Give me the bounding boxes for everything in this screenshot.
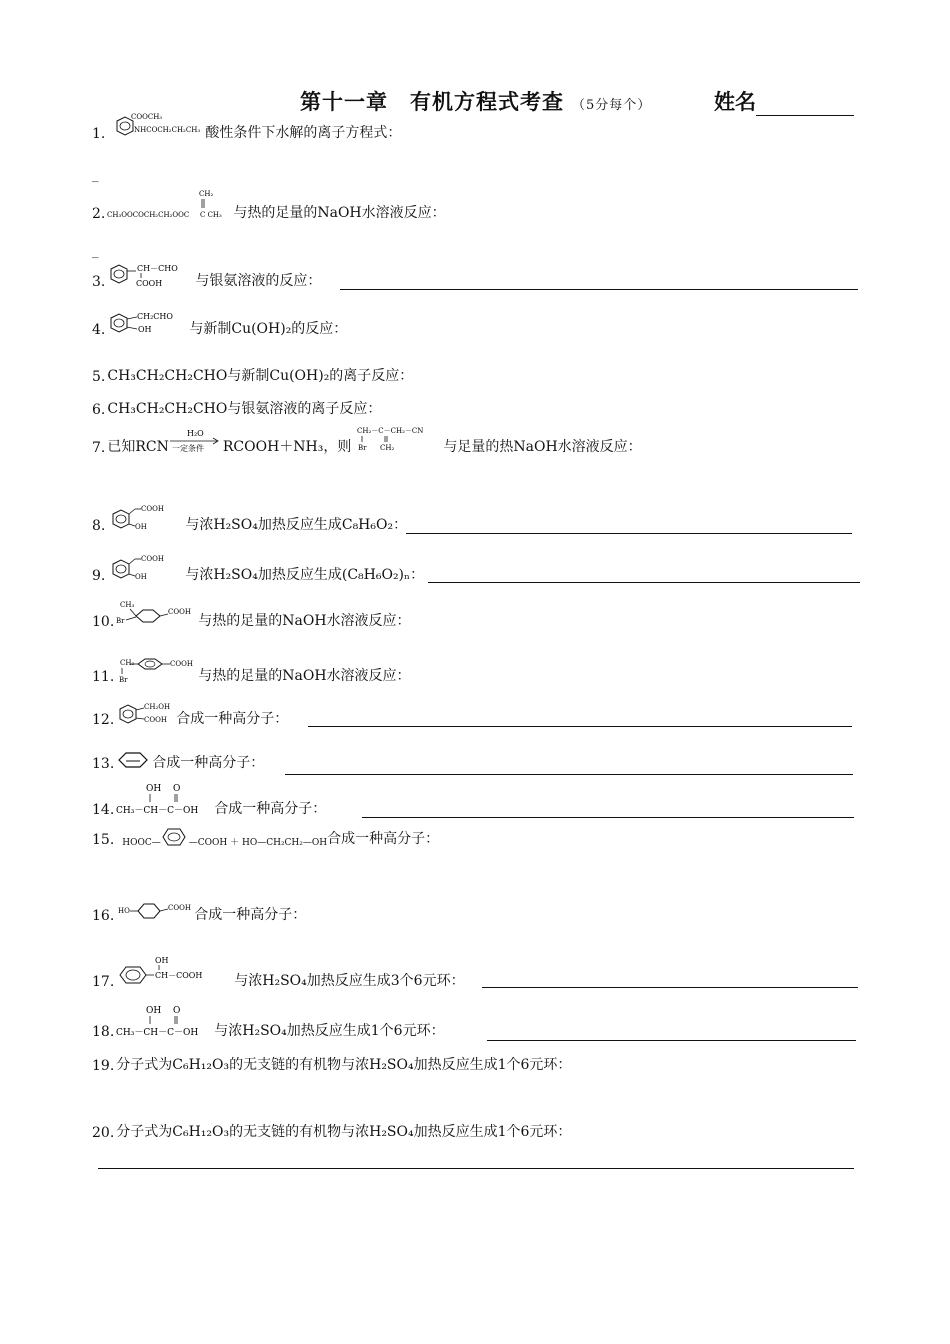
question-2 <box>92 186 446 222</box>
q9-structure <box>107 554 177 584</box>
question-text: 与热的足量的NaOH水溶液反应： <box>198 668 411 684</box>
question-16 <box>92 900 306 924</box>
question-number: 9. <box>92 568 106 584</box>
q10-br-label: Br <box>116 617 125 625</box>
question-number: 12. <box>92 712 115 728</box>
question-text: 与新制Cu(OH)₂的反应： <box>189 321 348 337</box>
q8-bottom-label: OH <box>135 523 148 531</box>
q15-mid-label: —COOH ＋ HO—CH₂CH₂—OH <box>188 838 328 848</box>
q18-main-label: CH₃－CH－C－OH <box>116 1028 199 1038</box>
q3-bottom-label: COOH <box>136 279 163 288</box>
question-number: 5. <box>92 369 106 385</box>
question-text-pre: 已知RCN <box>107 439 169 455</box>
question-3 <box>92 260 321 290</box>
q17-structure <box>116 956 232 990</box>
q10-cooh-label: COOH <box>168 608 192 616</box>
question-text: 分子式为C₆H₁₂O₃的无支链的有机物与浓H₂SO₄加热反应生成1个6元环： <box>116 1124 572 1140</box>
answer-line-12[interactable] <box>308 726 852 727</box>
q2-structure <box>107 186 231 222</box>
question-text: 分子式为C₆H₁₂O₃的无支链的有机物与浓H₂SO₄加热反应生成1个6元环： <box>116 1057 572 1073</box>
question-text: 合成一种高分子： <box>327 831 440 847</box>
question-18 <box>92 1004 445 1040</box>
question-number: 16. <box>92 908 115 924</box>
question-8 <box>92 504 407 534</box>
q1-top-label: COOCH₃ <box>131 113 163 121</box>
question-9 <box>92 554 424 584</box>
question-19 <box>92 1054 571 1074</box>
question-1 <box>92 112 401 142</box>
name-blank[interactable] <box>756 95 854 116</box>
question-number: 8. <box>92 518 106 534</box>
q8-top-label: COOH <box>141 505 165 513</box>
q13-structure <box>116 748 150 772</box>
q16-structure <box>116 900 192 924</box>
question-number: 13. <box>92 756 115 772</box>
q17-main-label: CH－COOH <box>155 971 203 980</box>
q14-oh-label: OH <box>146 784 162 794</box>
q11-ch2-label: CH₂ <box>120 659 135 667</box>
q14-structure <box>116 782 212 818</box>
q15-hooc-label: HOOC— <box>122 838 161 848</box>
question-text: 合成一种高分子： <box>176 711 289 727</box>
q12-top-label: CH₂OH <box>144 703 171 711</box>
question-text: 与热的足量的NaOH水溶液反应： <box>198 613 411 629</box>
answer-line-14[interactable] <box>362 817 854 818</box>
question-text: 酸性条件下水解的离子方程式： <box>205 125 402 141</box>
reaction-arrow <box>169 426 221 456</box>
answer-line-8[interactable] <box>406 533 852 534</box>
question-14 <box>92 782 326 818</box>
q7-structure <box>357 424 437 456</box>
q18-structure <box>116 1004 212 1040</box>
question-number: 18. <box>92 1024 115 1040</box>
question-number: 1. <box>92 126 106 142</box>
question-text: 与浓H₂SO₄加热反应生成1个6元环： <box>214 1023 445 1039</box>
q11-cooh-label: COOH <box>170 660 194 668</box>
q2-main-label: CH₃OOCOCH₂CH₂OOC <box>107 211 190 219</box>
q3-top-label: CH－CHO <box>137 264 179 273</box>
q11-br-label: Br <box>119 676 128 684</box>
question-text: CH₃CH₂CH₂CHO与新制Cu(OH)₂的离子反应： <box>107 368 414 384</box>
q2-top-label: CH₂ <box>199 190 214 198</box>
question-text-post: RCOOH＋NH₃，则 <box>222 439 352 455</box>
question-number: 19. <box>92 1058 115 1074</box>
q12-bottom-label: COOH <box>144 716 168 724</box>
question-13 <box>92 748 264 772</box>
question-text: CH₃CH₂CH₂CHO与银氨溶液的离子反应： <box>107 401 382 417</box>
name-field <box>714 86 854 116</box>
question-10 <box>92 600 411 630</box>
q3-structure <box>107 260 187 290</box>
arrow-top-label: H₂O <box>186 429 204 438</box>
question-number: 14. <box>92 802 115 818</box>
answer-line-9[interactable] <box>428 582 860 583</box>
q7-br-label: Br <box>358 444 367 452</box>
q14-o-label: O <box>173 784 181 794</box>
q9-top-label: COOH <box>141 555 165 563</box>
question-text: 与浓H₂SO₄加热反应生成(C₈H₆O₂)ₙ： <box>185 567 425 583</box>
q10-ch3-label: CH₃ <box>120 601 135 609</box>
q18-o-label: O <box>173 1006 181 1016</box>
question-5 <box>92 365 413 385</box>
q12-structure <box>116 700 174 728</box>
q17-oh-label: OH <box>155 956 169 965</box>
q1-structure <box>107 112 203 142</box>
answer-line-13[interactable] <box>285 774 853 775</box>
question-number: 6. <box>92 402 106 418</box>
question-text-end: 与足量的热NaOH水溶液反应： <box>443 439 642 455</box>
question-text: 与热的足量的NaOH水溶液反应： <box>233 205 446 221</box>
q9-bottom-label: OH <box>135 573 148 581</box>
question-text: 与银氨溶液的反应： <box>195 273 322 289</box>
question-text: 合成一种高分子： <box>214 801 327 817</box>
answer-line-18[interactable] <box>487 1040 856 1041</box>
question-number: 3. <box>92 274 106 290</box>
question-number: 15. <box>92 832 115 848</box>
question-text: 合成一种高分子： <box>152 755 265 771</box>
question-4 <box>92 310 347 338</box>
q14-main-label: CH₃－CH－C－OH <box>116 806 199 816</box>
q18-oh-label: OH <box>146 1006 162 1016</box>
answer-line-20[interactable] <box>98 1168 854 1169</box>
question-17 <box>92 956 465 990</box>
q4-bottom-label: OH <box>138 325 152 334</box>
answer-line-3[interactable] <box>340 289 858 290</box>
q7-main-label: CH₂－C－CH₂－CN <box>357 427 424 435</box>
q4-top-label: CH₂CHO <box>137 312 174 321</box>
question-number: 2. <box>92 206 106 222</box>
q4-structure <box>107 310 177 338</box>
question-7 <box>92 424 642 456</box>
q15-benzene <box>161 826 187 848</box>
q1-side-label: NHCOCH₂CH₂CH₃ <box>134 126 201 134</box>
q11-structure <box>116 655 196 685</box>
name-label: 姓名 <box>714 89 756 114</box>
dash-mark-2: _ <box>92 244 99 259</box>
question-text: 与浓H₂SO₄加热反应生成3个6元环： <box>234 973 465 989</box>
question-12 <box>92 700 288 728</box>
q2-end-label: C CH₃ <box>200 211 223 219</box>
answer-line-17[interactable] <box>482 987 858 988</box>
question-number: 4. <box>92 322 106 338</box>
q16-cooh-label: COOH <box>168 904 192 912</box>
question-number: 20. <box>92 1125 115 1141</box>
q7-ch2-label: CH₂ <box>380 444 395 452</box>
question-number: 11. <box>92 669 115 685</box>
score-note: （5分每个） <box>572 98 652 113</box>
title-text: 第十一章 有机方程式考查 <box>300 89 564 114</box>
question-15 <box>92 826 439 848</box>
q8-structure <box>107 504 177 534</box>
q10-structure <box>116 600 196 630</box>
question-text: 与浓H₂SO₄加热反应生成C₈H₆O₂： <box>185 517 408 533</box>
arrow-bottom-label: 一定条件 <box>171 444 204 453</box>
question-text: 合成一种高分子： <box>194 907 307 923</box>
question-number: 17. <box>92 974 115 990</box>
question-11 <box>92 655 411 685</box>
question-6 <box>92 398 381 418</box>
dash-mark-1: _ <box>92 168 99 183</box>
question-number: 10. <box>92 614 115 630</box>
q16-ho-label: HO <box>118 907 131 915</box>
question-20 <box>92 1121 571 1141</box>
question-number: 7. <box>92 440 106 456</box>
